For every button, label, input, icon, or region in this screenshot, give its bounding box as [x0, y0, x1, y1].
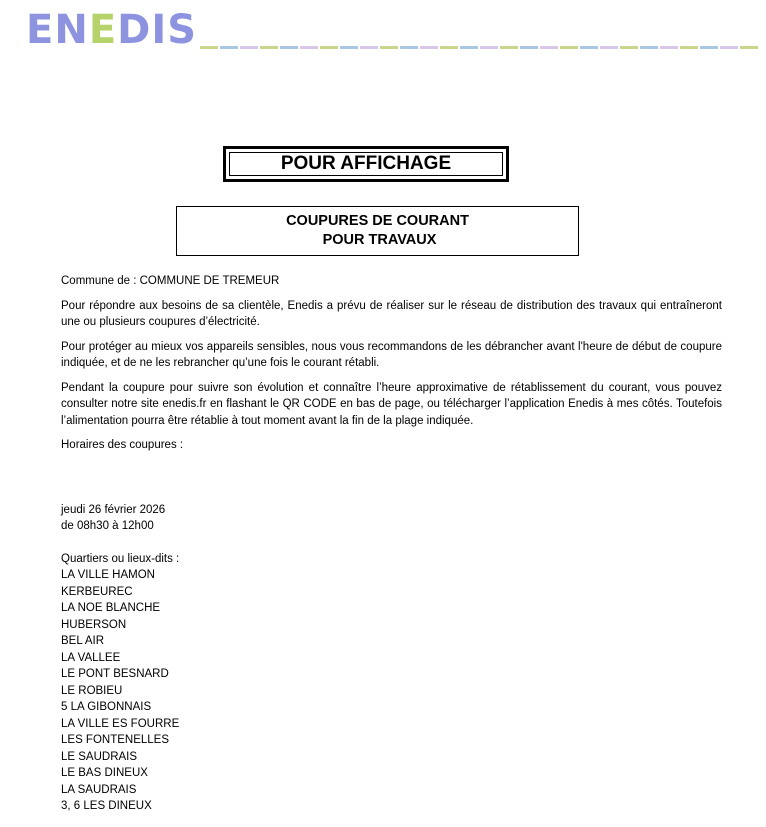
notice-body [61, 273, 722, 815]
places-heading: Quartiers ou lieux-dits : [61, 552, 180, 565]
list-item: HUBERSON [61, 618, 127, 631]
list-item: 3, 6 LES DINEUX [61, 800, 152, 812]
schedule-heading: Horaires des coupures : [61, 439, 184, 451]
list-item: LE BAS DINEUX [61, 767, 148, 779]
list-item: KERBEUREC [61, 585, 133, 598]
list-item: LA VILLE ES FOURRE [61, 717, 180, 730]
subtitle-box [176, 206, 579, 256]
places-list [61, 567, 722, 815]
list-item: LA NOE BLANCHE [61, 602, 161, 614]
paragraph-2: Pour protéger au mieux vos appareils sensibles, nous vous recommandons de les débrancher avant l'heure de début de coupure indiquée, et de ne les rebrancher qu’une fois le courant rétabli. [61, 340, 722, 369]
list-item: LE SAUDRAIS [61, 750, 138, 763]
page-title: POUR AFFICHAGE [229, 152, 503, 176]
enedis-logo: ENEDIS [26, 7, 198, 53]
title-box [223, 146, 509, 182]
list-item: LE ROBIEU [61, 684, 123, 697]
list-item: LA VALLEE [61, 651, 121, 664]
paragraph-1: Pour répondre aux besoins de sa clientèle, Enedis a prévu de réaliser sur le réseau de distribution des travaux qui entraîneront une ou plusieurs coupures d’électricité. [61, 299, 722, 328]
subtitle-line-1: COUPURES DE COURANT [286, 213, 469, 229]
list-item: LES FONTENELLES [61, 734, 170, 746]
list-item: LA VILLE HAMON [61, 569, 155, 581]
list-item: LA SAUDRAIS [61, 783, 137, 796]
list-item: 5 LA GIBONNAIS [61, 701, 152, 713]
paragraph-3: Pendant la coupure pour suivre son évolution et connaître l’heure approximative de rétablissement du courant, vous pouvez consulter notre site enedis.fr en flashant le QR CODE en bas de page, ou télécharger l’application Enedis à mes côtés. Toutefois l’alimentation pourra être rétablie à tout moment avant la fin de la plage indiquée. [61, 381, 722, 427]
schedule-time: de 08h30 à 12h00 [61, 520, 154, 532]
commune-line: Commune de : COMMUNE DE TREMEUR [61, 275, 280, 287]
subtitle-line-2: POUR TRAVAUX [322, 232, 437, 248]
page-header [0, 0, 766, 60]
header-decorative-line [200, 46, 760, 49]
list-item: BEL AIR [61, 635, 105, 647]
schedule-date: jeudi 26 février 2026 [61, 503, 166, 516]
list-item: LE PONT BESNARD [61, 668, 169, 680]
